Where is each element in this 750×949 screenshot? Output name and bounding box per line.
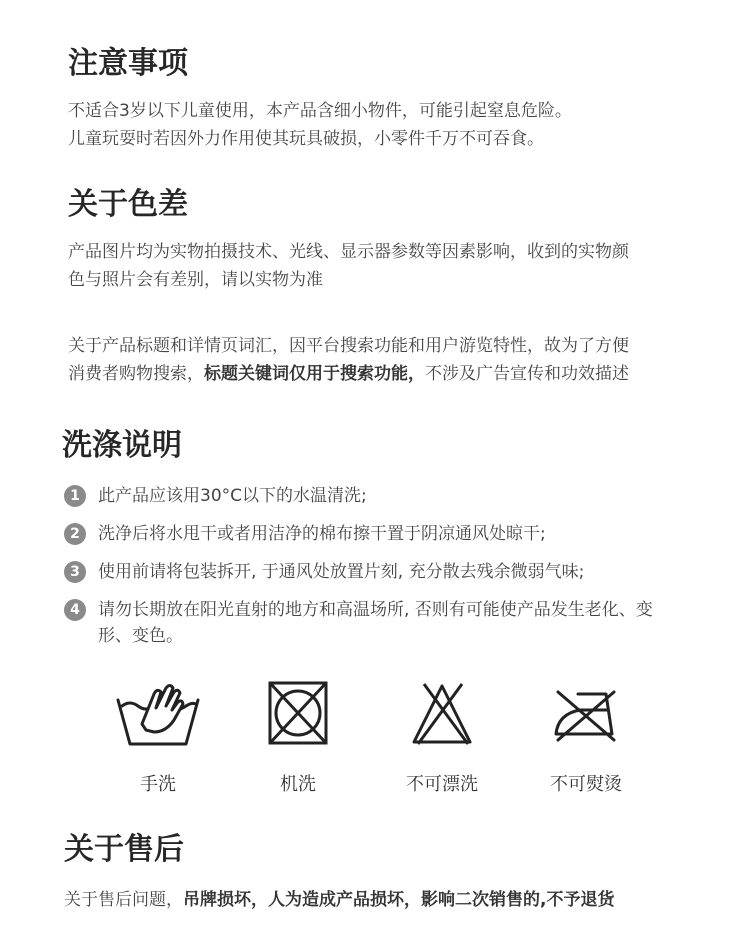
machine-wash-icon: [267, 680, 329, 746]
care-number-badge: 1: [64, 485, 86, 507]
color-diff-line-1: 产品图片均为实物拍摄技术、光线、显示器参数等因素影响，收到的实物颜: [68, 242, 629, 262]
no-bleach-icon: [410, 680, 474, 746]
no-iron-icon: [552, 680, 618, 746]
care-number-badge: 4: [64, 599, 86, 621]
after-sales-text: [64, 886, 614, 914]
hand-wash-label: 手洗: [140, 774, 176, 795]
no-iron-label: 不可熨烫: [550, 774, 622, 795]
notice-title: 注意事项: [68, 46, 188, 81]
washing-title: 洗涤说明: [62, 428, 182, 463]
keywords-line-2-pre: 消费者购物搜索，: [68, 364, 204, 384]
keywords-line-1: 关于产品标题和详情页词汇，因平台搜索功能和用户游览特性，故为了方便: [68, 336, 629, 356]
care-number-badge: 2: [64, 523, 86, 545]
notice-line-2: 儿童玩耍时若因外力作用使其玩具破损，小零件千万不可吞食。: [68, 129, 544, 149]
after-sales-text-bold: 吊牌损坏，人为造成产品损坏，影响二次销售的,不予退货: [183, 890, 615, 910]
after-sales-title: 关于售后: [64, 832, 184, 867]
care-text: 请勿长期放在阳光直射的地方和高温场所, 否则有可能使产品发生老化、变形、变色。: [98, 600, 653, 646]
color-diff-line-2: 色与照片会有差别，请以实物为准: [68, 270, 323, 290]
care-text: 此产品应该用30°C以下的水温清洗;: [98, 486, 367, 506]
notice-line-1: 不适合3岁以下儿童使用，本产品含细小物件，可能引起窒息危险。: [68, 101, 572, 121]
color-diff-title: 关于色差: [68, 187, 188, 222]
care-text: 使用前请将包装拆开, 于通风处放置片刻, 充分散去残余微弱气味;: [98, 562, 585, 582]
keywords-line-2: [68, 360, 629, 388]
machine-wash-label: 机洗: [280, 774, 316, 795]
keywords-line-2-bold: 标题关键词仅用于搜索功能，: [204, 364, 425, 384]
after-sales-text-pre: 关于售后问题，: [64, 890, 183, 910]
no-bleach-label: 不可漂洗: [406, 774, 478, 795]
hand-wash-icon: [114, 680, 202, 750]
keywords-line-2-post: 不涉及广告宣传和功效描述: [425, 364, 629, 384]
care-number-badge: 3: [64, 561, 86, 583]
care-text: 洗净后将水甩干或者用洁净的棉布擦干置于阴凉通风处晾干;: [98, 524, 546, 544]
